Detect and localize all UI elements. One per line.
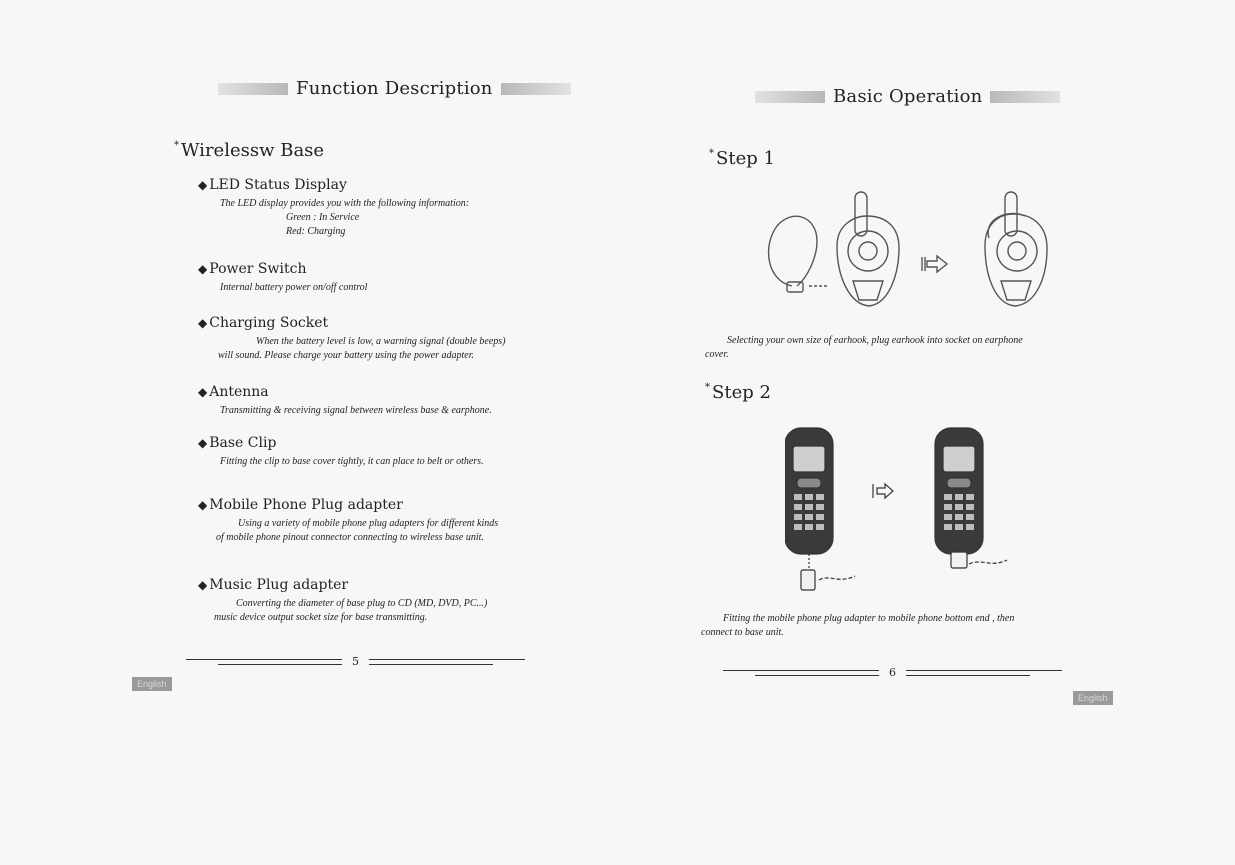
footer-rule-right [369,659,525,665]
step-title-text: Step 2 [712,382,771,403]
caption-line: connect to base unit. [701,627,784,638]
language-tab: English [132,677,172,691]
item-description [198,197,578,239]
step-1-title [709,148,775,169]
desc-line: will sound. Please charge your battery using the power adapter. [218,350,474,361]
header-bar-right [501,83,571,95]
arrow-icon [877,484,893,498]
step-1-caption [705,334,1105,362]
desc-line: Converting the diameter of base plug to CD (MD, DVD, PC...) [236,598,488,609]
item-heading: ◆ Mobile Phone Plug adapter [198,497,578,513]
item-heading: ◆ Antenna [198,384,578,400]
desc-line: Internal battery power on/off control [220,282,368,293]
star-icon: * [174,140,179,151]
item-description [198,281,578,295]
footer-rule-right [906,670,1062,676]
arrow-icon [927,256,947,272]
item-antenna [198,384,578,418]
item-heading: ◆ Music Plug adapter [198,577,578,593]
footer-rule-left [186,659,342,665]
section-title-text: Wirelessw Base [181,140,325,161]
step-2-caption [701,612,1101,640]
desc-line: Transmitting & receiving signal between wireless base & earphone. [220,405,492,416]
desc-line: music device output socket size for base transmitting. [214,612,428,623]
section-title-wireless-base [174,140,324,161]
header-bar-left [218,83,288,95]
item-heading: ◆ Base Clip [198,435,578,451]
earhook-shape [769,216,817,286]
item-heading: ◆ Power Switch [198,261,578,277]
item-led-status-display [198,177,578,239]
item-mobile-phone-plug-adapter [198,497,578,545]
item-heading: ◆ LED Status Display [198,177,578,193]
page-footer [723,666,1062,679]
page-number: 5 [352,655,359,668]
caption-line: Fitting the mobile phone plug adapter to mobile phone bottom end , then [723,613,1015,624]
item-heading: ◆ Charging Socket [198,315,578,331]
desc-line: Red: Charging [286,226,346,237]
desc-line: Fitting the clip to base cover tightly, it can place to belt or others. [220,456,484,467]
desc-line: When the battery level is low, a warning signal (double beeps) [256,336,506,347]
desc-line: Green : In Service [286,212,360,223]
item-description [198,455,578,469]
item-base-clip [198,435,578,469]
header-bar-left [755,91,825,103]
item-description [198,335,578,363]
item-description [198,517,578,545]
desc-line: Using a variety of mobile phone plug adapters for different kinds [238,518,499,529]
step-2-title [705,382,771,403]
desc-line: of mobile phone pinout connector connecting to wireless base unit. [216,532,484,543]
function-description-header [218,78,571,99]
right-page [617,0,1235,865]
item-description [198,404,578,418]
caption-line: Selecting your own size of earhook, plug earhook into socket on earphone [727,335,1023,346]
header-title: Basic Operation [833,86,983,107]
step-title-text: Step 1 [716,148,775,169]
desc-line: The LED display provides you with the following information: [220,198,470,209]
item-charging-socket [198,315,578,363]
item-power-switch [198,261,578,295]
item-description [198,597,578,625]
star-icon: * [705,382,710,393]
basic-operation-header [755,86,1060,107]
header-title: Function Description [296,78,493,99]
left-page [0,0,617,865]
mobile-phone-adapter-illustration [785,424,1025,594]
header-bar-right [990,91,1060,103]
page-number: 6 [889,666,896,679]
page-footer [186,655,525,668]
star-icon: * [709,148,714,159]
item-music-plug-adapter [198,577,578,625]
footer-rule-left [723,670,879,676]
caption-line: cover. [705,349,729,360]
language-tab: English [1073,691,1113,705]
plug-adapter-shape [801,570,815,590]
earhook-earphone-illustration [757,186,1077,320]
